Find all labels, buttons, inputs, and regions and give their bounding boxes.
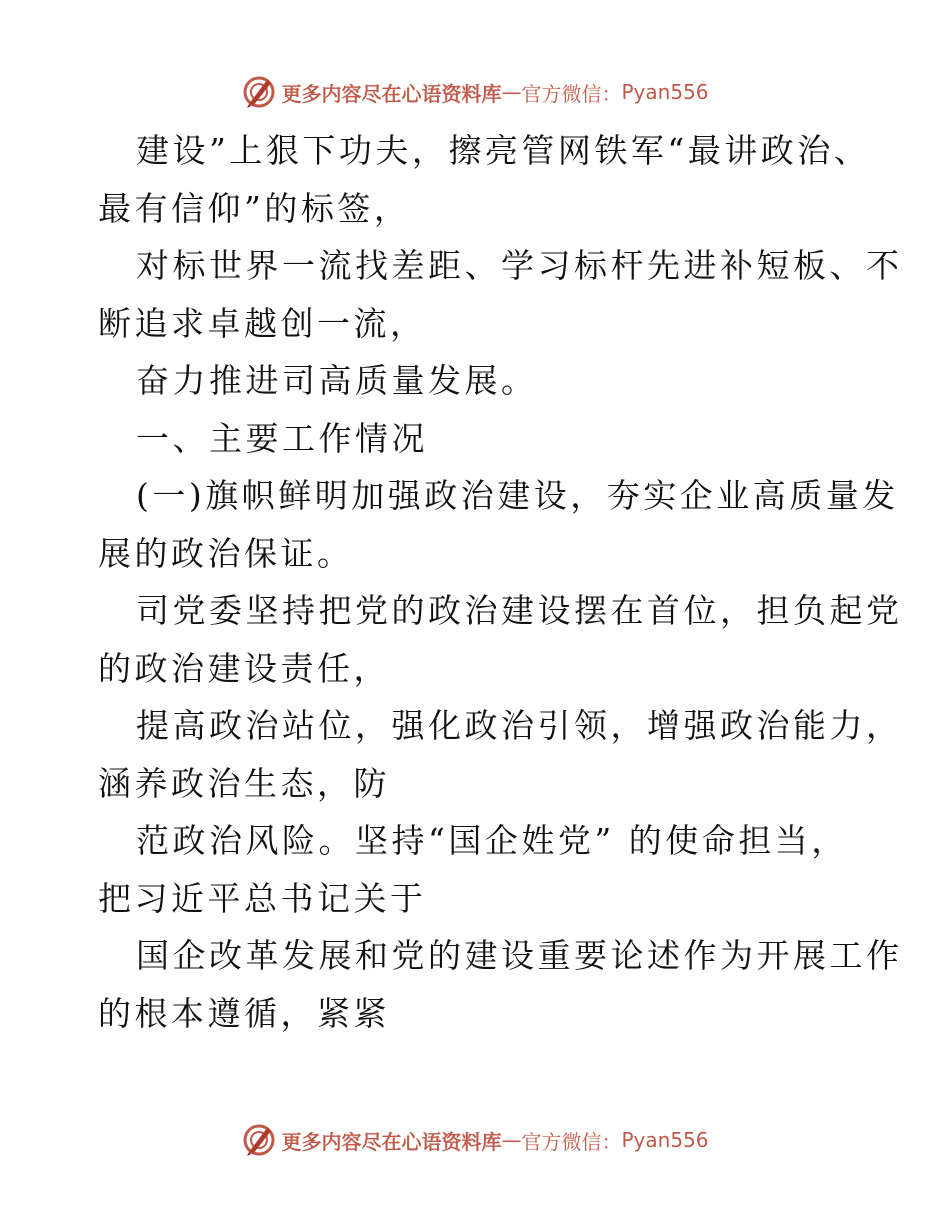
watermark-contact-label: 官方微信： [521, 81, 622, 106]
text-line: 范政治风险。坚持“国企姓党” 的使命担当， [136, 821, 848, 860]
pen-logo-icon [241, 1122, 277, 1158]
text-line: 最有信仰”的标签， [98, 188, 411, 228]
text-line: 把习近平总书记关于 [98, 878, 427, 918]
watermark-contact-id: Pyan556 [621, 80, 709, 104]
text-line: 提高政治站位，强化政治引领，增强政治能力， [136, 706, 903, 745]
text-line: 的政治建设责任， [98, 648, 390, 688]
document-body [98, 122, 903, 1042]
text-line: 涵养政治生态，防 [98, 763, 390, 803]
text-line: 对标世界一流找差距、学习标杆先进补短板、不 [136, 246, 903, 285]
text-line: 展的政治保证。 [98, 533, 354, 573]
watermark-site-text: 更多内容尽在心语资料库 [281, 81, 502, 106]
watermark-site-text: 更多内容尽在心语资料库 [281, 1129, 502, 1154]
watermark-contact-id: Pyan556 [621, 1128, 709, 1152]
section-heading: 一、主要工作情况 [136, 418, 428, 458]
pen-logo-icon [241, 74, 277, 110]
header-watermark [0, 72, 950, 112]
text-line: 建设”上狠下功夫，擦亮管网铁军“最讲政治、 [136, 131, 871, 170]
footer-watermark [0, 1120, 950, 1160]
watermark-dash: — [501, 80, 522, 104]
watermark-contact-label: 官方微信： [521, 1129, 622, 1154]
subsection-heading: (一)旗帜鲜明加强政治建设，夯实企业高质量发 [136, 476, 899, 515]
text-line: 的根本遵循，紧紧 [98, 993, 390, 1033]
text-line: 司党委坚持把党的政治建设摆在首位，担负起党 [136, 591, 903, 630]
watermark-dash: — [501, 1128, 522, 1152]
text-line: 断追求卓越创一流， [98, 303, 427, 343]
text-line: 国企改革发展和党的建设重要论述作为开展工作 [136, 936, 903, 975]
text-line: 奋力推进司高质量发展。 [136, 361, 538, 400]
